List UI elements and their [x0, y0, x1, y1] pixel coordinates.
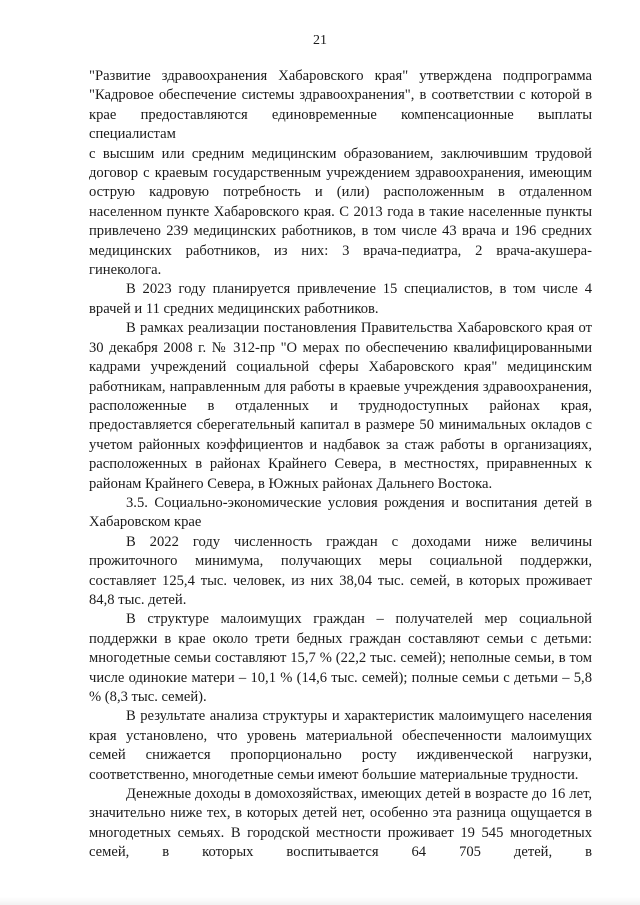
paragraph-2023-plan: В 2023 году планируется привлечение 15 специалистов, в том числе 4 врачей и 11 средних медицинских работников. [89, 281, 592, 317]
paragraph-household-income: Денежные доходы в домохозяйствах, имеющих детей в возрасте до 16 лет, значительно ниже тех, в которых детей нет, особенно эта разница ощущается в многодетных семьях. В городской местности проживает 19 545 многодетных семей, в которых воспитывается 64 705 детей, в [89, 786, 592, 861]
paragraph-low-income-2022: В 2022 году численность граждан с доходами ниже величины прожиточного минимума, получающих меры социальной поддержки, составляет 125,4 тыс. человек, из них 38,04 тыс. семей, в которых проживает 84,8 тыс. детей. [89, 533, 592, 608]
paragraph-compensation-payments: с высшим или средним медицинским образованием, заключившим трудовой договор с краевым государственным учреждением здравоохранения, имеющим острую кадровую потребность и (или) расположенным в отдаленном населенном пункте Хабаровского края. С 2013 года в такие населенные пункты привлечено 239 медицинских работников, в том числе 43 врача и 196 средних медицинских работников, из них: 3 врача-педиатра, 2 врача-акушера-гинеколога. [89, 145, 592, 279]
scan-edge [0, 897, 640, 905]
paragraph-savings-capital: В рамках реализации постановления Правительства Хабаровского края от 30 декабря 2008 г. № 312-пр "О мерах по обеспечению квалифицированными кадрами учреждений социальной сферы Хабаровского края" медицинским работникам, направленным для работы в краевые учреждения здравоохранения, расположенные в отдаленных и труднодоступных районах края, предоставляется сберегательный капитал в размере 50 минимальных окладов с учетом районных коэффициентов и надбавок за стаж работы в организациях, расположенных в районах Крайнего Севера, в местностях, приравненных к районам Крайнего Севера, в Южных районах Дальнего Востока. [89, 320, 592, 492]
paragraph-subprogram-intro: "Развитие здравоохранения Хабаровского края" утверждена подпрограмма "Кадровое обеспечение системы здравоохранения", в соответствии с которой в крае предоставляются единовременные компенсационные выплаты специалистам [89, 68, 592, 143]
section-heading-3-5: 3.5. Социально-экономические условия рождения и воспитания детей в Хабаровском крае [89, 494, 592, 531]
page-number: 21 [313, 33, 327, 48]
paragraph-poor-structure: В структуре малоимущих граждан – получателей мер социальной поддержки в крае около трети бедных граждан составляют семьи с детьми: многодетные семьи составляют 15,7 % (22,2 тыс. семей); неполные семьи, в том числе одинокие матери – 10,1 % (14,6 тыс. семей); полные семьи с детьми – 5,8 % (8,3 тыс. семей). [89, 611, 592, 705]
document-body [89, 67, 592, 863]
paragraph-analysis-results: В результате анализа структуры и характеристик малоимущего населения края установлено, что уровень материальной обеспеченности малоимущих семей снижается пропорционально росту иждивенческой нагрузки, соответственно, многодетные семьи имеют большие материальные трудности. [89, 708, 592, 783]
